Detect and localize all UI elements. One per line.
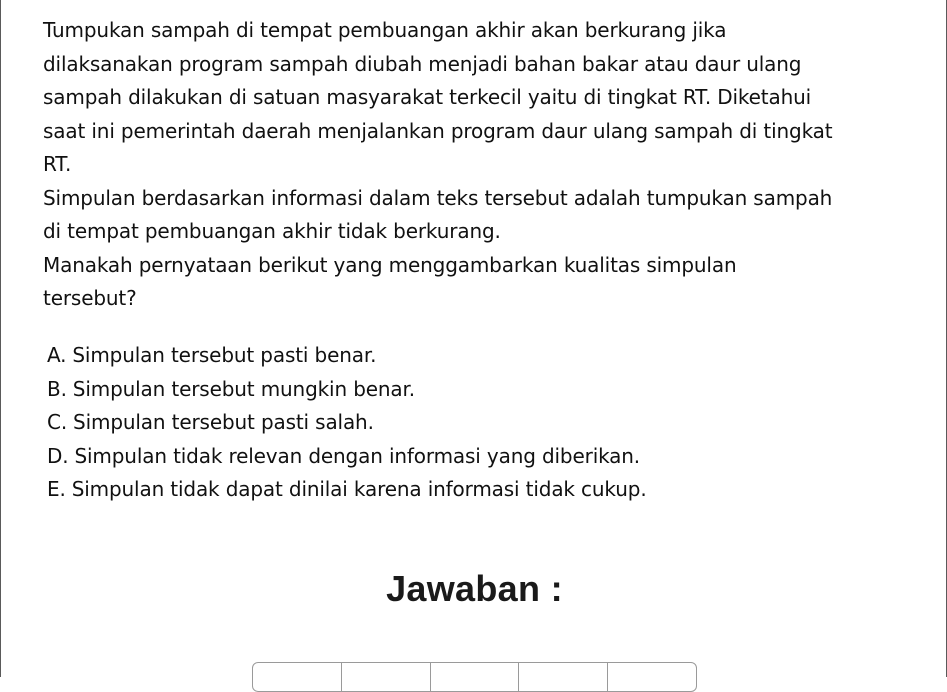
option-letter: B. (47, 376, 67, 401)
question-line: saat ini pemerintah daerah menjalankan program daur ulang sampah di tingkat (43, 118, 833, 143)
question-line: sampah dilakukan di satuan masyarakat terkecil yaitu di tingkat RT. Diketahui (43, 85, 812, 109)
option-text: Simpulan tidak relevan dengan informasi yang diberikan. (74, 443, 641, 468)
option-a[interactable] (47, 339, 907, 373)
question-text (43, 14, 913, 316)
question-line: Tumpukan sampah di tempat pembuangan akhir akan berkurang jika (43, 18, 727, 42)
option-b[interactable] (47, 373, 907, 407)
question-line: Manakah pernyataan berikut yang menggambarkan kualitas simpulan (43, 252, 737, 277)
question-line: Simpulan berdasarkan informasi dalam teks tersebut adalah tumpukan sampah (43, 185, 833, 210)
option-text: Simpulan tersebut pasti salah. (73, 410, 374, 434)
answer-options (47, 339, 907, 507)
answer-cell-e[interactable] (608, 663, 696, 691)
answer-choice-bar (252, 662, 697, 692)
question-line: di tempat pembuangan akhir tidak berkurang. (43, 219, 501, 243)
option-d[interactable] (47, 440, 907, 474)
option-e[interactable] (47, 473, 907, 507)
option-letter: A. (47, 343, 67, 367)
option-text: Simpulan tersebut pasti benar. (72, 343, 377, 367)
answer-cell-d[interactable] (519, 663, 608, 691)
answer-cell-c[interactable] (431, 663, 520, 691)
answer-cell-b[interactable] (342, 663, 431, 691)
question-line: tersebut? (43, 286, 137, 310)
option-text: Simpulan tersebut mungkin benar. (72, 376, 415, 401)
option-c[interactable] (47, 406, 907, 440)
question-line: RT. (43, 152, 72, 176)
option-letter: D. (47, 443, 69, 468)
option-text: Simpulan tidak dapat dinilai karena informasi tidak cukup. (71, 477, 647, 501)
answer-heading: Jawaban : (386, 568, 563, 609)
answer-cell-a[interactable] (253, 663, 342, 691)
option-letter: E. (47, 477, 66, 501)
question-line: dilaksanakan program sampah diubah menjadi bahan bakar atau daur ulang (43, 51, 802, 76)
option-letter: C. (47, 410, 68, 434)
